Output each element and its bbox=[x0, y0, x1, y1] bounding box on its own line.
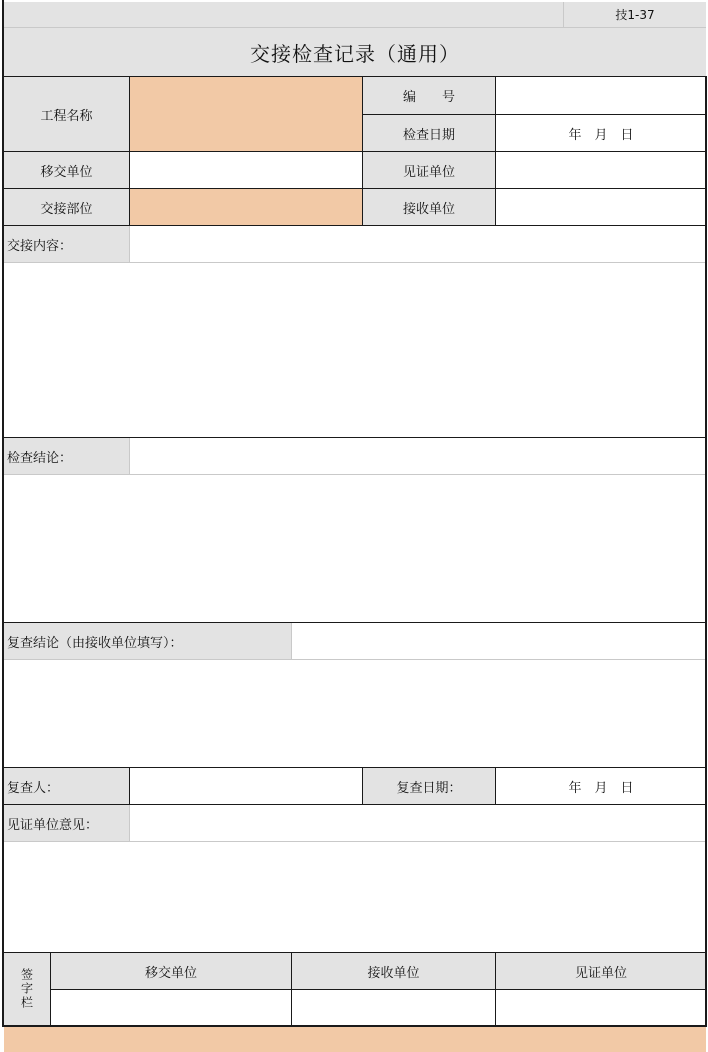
grid-line bbox=[2, 437, 706, 438]
recheck-conclusion-area[interactable] bbox=[4, 660, 706, 767]
rechecker-label: 复查人： bbox=[4, 768, 129, 804]
grid-line bbox=[129, 226, 130, 262]
grid-line bbox=[705, 76, 707, 1027]
grid-line bbox=[4, 262, 706, 263]
grid-line bbox=[129, 805, 130, 841]
recheck-conclusion-label: 复查结论（由接收单位填写）： bbox=[4, 623, 291, 659]
witness-unit-label: 见证单位 bbox=[363, 152, 495, 188]
grid-line bbox=[4, 474, 706, 475]
number-label: 编 号 bbox=[363, 77, 495, 114]
receiving-unit-field[interactable] bbox=[496, 189, 706, 225]
handover-content-area[interactable] bbox=[4, 263, 706, 437]
project-name-field[interactable] bbox=[130, 77, 362, 151]
grid-line bbox=[2, 76, 706, 77]
transfer-unit-label: 移交单位 bbox=[4, 152, 129, 188]
grid-line bbox=[362, 76, 363, 226]
grid-line bbox=[129, 76, 130, 226]
witness-unit-field[interactable] bbox=[496, 152, 706, 188]
number-field[interactable] bbox=[496, 77, 706, 114]
signature-field-witness[interactable] bbox=[496, 990, 706, 1025]
grid-line bbox=[4, 27, 706, 28]
grid-line bbox=[2, 225, 706, 226]
signature-col-transfer: 移交单位 bbox=[51, 953, 291, 989]
grid-line bbox=[495, 76, 496, 226]
witness-opinion-label: 见证单位意见： bbox=[4, 805, 129, 841]
grid-line bbox=[2, 622, 706, 623]
check-conclusion-area[interactable] bbox=[4, 475, 706, 622]
rechecker-field[interactable] bbox=[130, 768, 362, 804]
handover-part-field[interactable] bbox=[130, 189, 362, 225]
signature-label: 签字栏 bbox=[19, 968, 34, 1010]
grid-line bbox=[129, 767, 130, 804]
grid-line bbox=[495, 767, 496, 804]
handover-part-label: 交接部位 bbox=[4, 189, 129, 225]
transfer-unit-field[interactable] bbox=[130, 152, 362, 188]
signature-col-receiving: 接收单位 bbox=[292, 953, 495, 989]
grid-line bbox=[2, 151, 706, 152]
page-title: 交接检查记录（通用） bbox=[4, 28, 706, 76]
grid-line bbox=[495, 952, 496, 1026]
grid-line bbox=[2, 188, 706, 189]
grid-line bbox=[2, 767, 706, 768]
grid-line bbox=[291, 952, 292, 1026]
grid-line bbox=[291, 623, 292, 659]
signature-field-receiving[interactable] bbox=[292, 990, 495, 1025]
grid-line bbox=[563, 2, 564, 27]
grid-line bbox=[362, 767, 363, 804]
signature-field-transfer[interactable] bbox=[51, 990, 291, 1025]
receiving-unit-label: 接收单位 bbox=[363, 189, 495, 225]
check-date-field[interactable]: 年 月 日 bbox=[496, 115, 706, 151]
grid-line bbox=[50, 952, 51, 1026]
check-date-label: 检查日期 bbox=[363, 115, 495, 151]
recheck-date-label: 复查日期： bbox=[363, 768, 495, 804]
form-code: 技1-37 bbox=[615, 8, 655, 22]
signature-col-witness: 见证单位 bbox=[496, 953, 706, 989]
grid-line bbox=[4, 841, 706, 842]
grid-line bbox=[2, 0, 4, 1027]
grid-line bbox=[50, 989, 706, 990]
witness-opinion-area[interactable] bbox=[4, 842, 706, 952]
grid-line bbox=[363, 114, 706, 115]
handover-content-label: 交接内容： bbox=[4, 226, 129, 262]
grid-line bbox=[2, 952, 706, 953]
signature-label-cell bbox=[4, 953, 50, 1025]
bottom-strip bbox=[4, 1027, 706, 1052]
grid-line bbox=[2, 1025, 707, 1027]
grid-line bbox=[129, 438, 130, 474]
recheck-date-field[interactable]: 年 月 日 bbox=[496, 768, 706, 804]
check-conclusion-label: 检查结论： bbox=[4, 438, 129, 474]
grid-line bbox=[2, 804, 706, 805]
grid-line bbox=[4, 659, 706, 660]
project-name-label: 工程名称 bbox=[4, 77, 129, 151]
